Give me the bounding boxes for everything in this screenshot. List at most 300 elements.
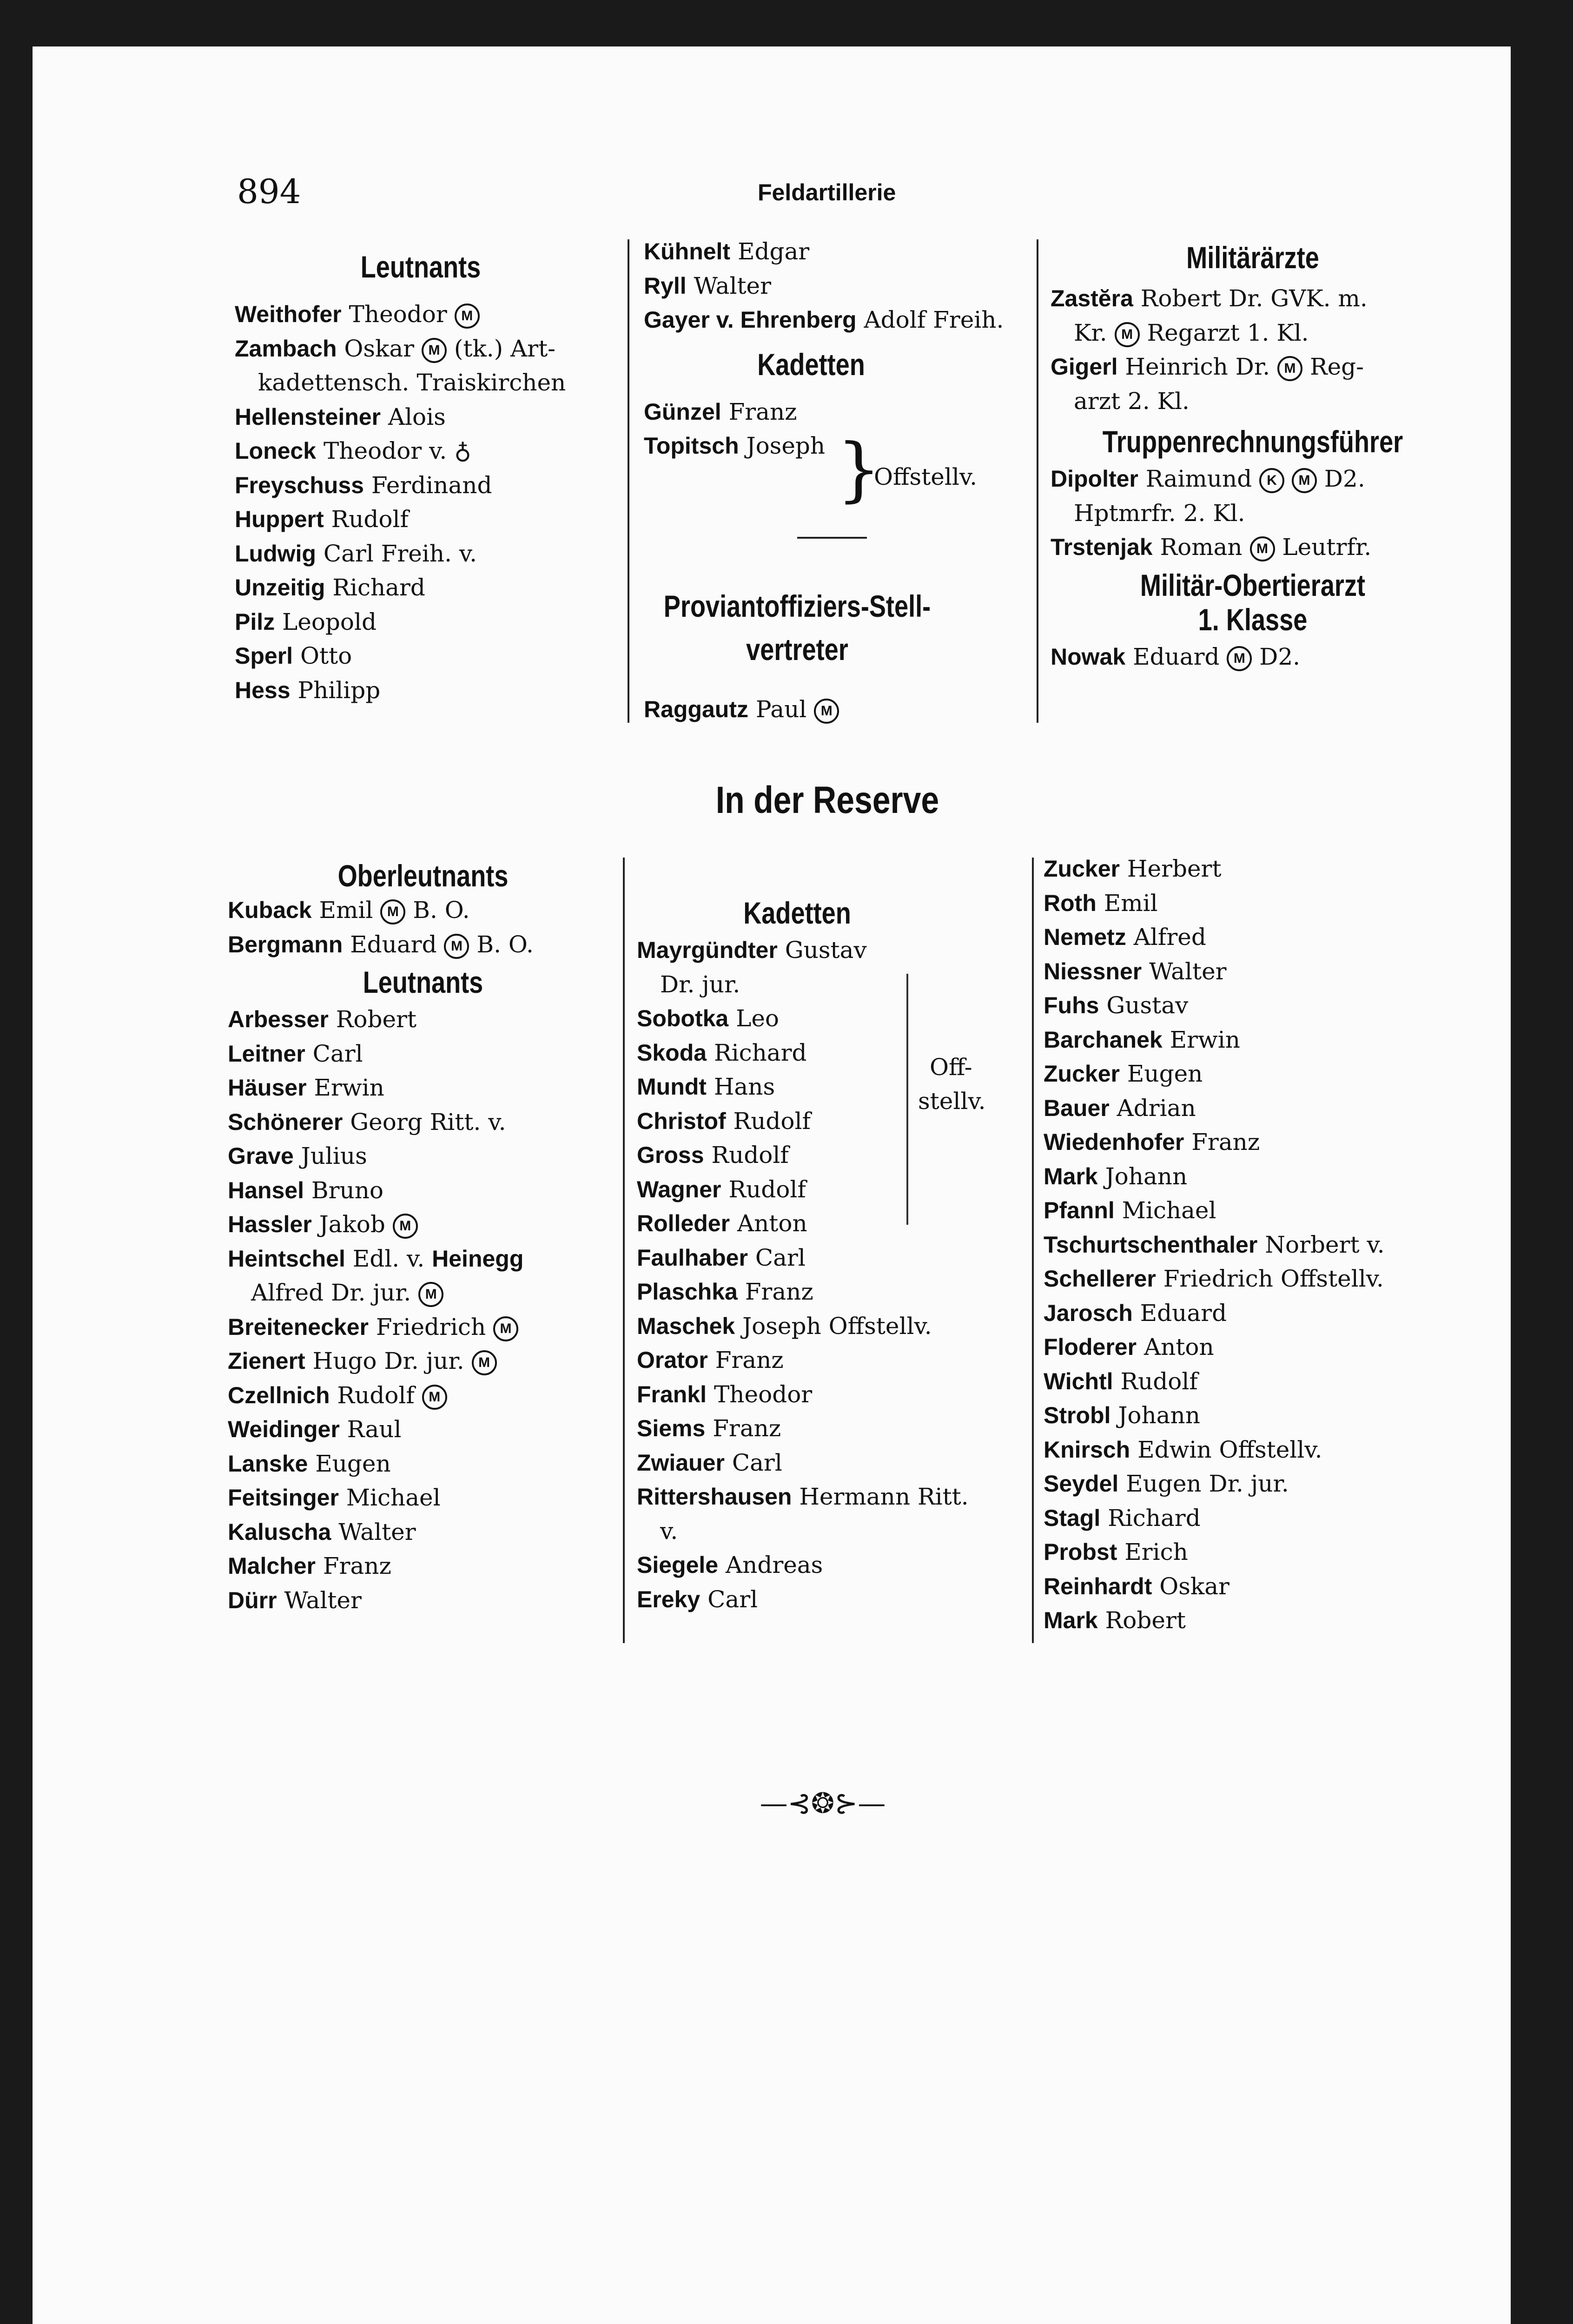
person-entry: [1044, 1125, 1453, 1160]
person-entry: [235, 639, 607, 673]
continuation-text: Alfred Dr. jur.: [251, 1279, 419, 1306]
surname: Jarosch: [1044, 1300, 1133, 1326]
person-entry: [637, 1446, 1023, 1480]
person-entry: [228, 1071, 618, 1105]
surname: Unzeitig: [235, 574, 325, 601]
given-name: Theodor v.: [316, 437, 455, 464]
person-entry: [235, 400, 607, 435]
entry-continuation: [1051, 316, 1455, 350]
given-name: Gustav: [777, 937, 867, 964]
person-entry: [235, 605, 607, 640]
person-entry: [235, 297, 607, 332]
section-heading: Militär-Obertierarzt: [1140, 568, 1366, 602]
section-heading: Kadetten: [743, 896, 851, 930]
reserve-kadetten-column: [637, 892, 1023, 1617]
person-entry: [228, 1105, 618, 1140]
given-name: Michael: [338, 1484, 441, 1511]
kadetten-list: [644, 395, 1016, 463]
decoration-badge-icon: M: [493, 1316, 518, 1341]
person-entry: [235, 673, 607, 708]
given-name: Eduard: [1132, 1299, 1227, 1327]
given-name: Richard: [707, 1039, 807, 1066]
surname: Siems: [637, 1415, 706, 1441]
given-name: Oskar: [1152, 1572, 1229, 1600]
decoration-badge-icon: M: [814, 699, 839, 724]
section-heading: Truppenrechnungsführer: [1102, 424, 1403, 459]
person-entry: [1044, 1160, 1453, 1194]
given-name: Joseph Offstellv.: [735, 1312, 932, 1340]
person-entry: [1044, 989, 1453, 1023]
given-name: Gustav: [1099, 992, 1189, 1019]
surname: Seydel: [1044, 1471, 1119, 1497]
person-entry: [228, 1003, 618, 1037]
given-name: Franz: [721, 398, 797, 425]
given-name: Hans: [706, 1073, 775, 1100]
surname: Wichtl: [1044, 1368, 1113, 1394]
scan-border-left: [0, 0, 33, 2324]
given-name: Anton: [730, 1210, 807, 1237]
surname: Schellerer: [1044, 1266, 1156, 1292]
surname: Wagner: [637, 1176, 721, 1202]
given-name: Eduard: [343, 931, 444, 958]
person-entry: [228, 1447, 618, 1481]
given-name: Walter: [1142, 957, 1227, 985]
decoration-badge-icon: M: [1227, 646, 1252, 671]
given-name: Richard: [325, 574, 425, 601]
rank-text: Regarzt 1. Kl.: [1139, 319, 1309, 346]
given-name: Raimund: [1138, 465, 1260, 492]
surname: Hansel: [228, 1177, 304, 1203]
person-entry: [644, 693, 839, 727]
surname: Zambach: [235, 335, 337, 362]
given-name: Eduard: [1125, 643, 1227, 670]
decoration-badge-icon: M: [393, 1214, 418, 1239]
surname: Häuser: [228, 1075, 307, 1101]
prov-heading-2: vertreter: [746, 632, 848, 667]
surname: Mundt: [637, 1074, 707, 1100]
person-entry: [1044, 920, 1453, 955]
prov-heading: Proviantoffiziers-Stell-: [663, 589, 931, 623]
surname: Mayrgündter: [637, 937, 778, 963]
surname: Frankl: [637, 1381, 707, 1407]
surname: Günzel: [644, 398, 721, 425]
decoration-badge-icon: M: [1292, 468, 1317, 493]
given-name: Erwin: [1162, 1026, 1240, 1053]
person-entry: [1044, 1057, 1453, 1091]
surname: Malcher: [228, 1553, 316, 1579]
entry-continuation: [1051, 384, 1455, 419]
given-name: Friedrich Offstellv.: [1156, 1265, 1384, 1292]
person-entry: [637, 1583, 1023, 1617]
person-entry: [228, 1549, 618, 1584]
person-entry: [228, 1310, 618, 1345]
person-entry: [1044, 1535, 1453, 1570]
divider: [797, 537, 867, 539]
leutnants-column: [235, 246, 607, 707]
person-entry: [637, 1343, 1023, 1378]
person-entry: [1051, 350, 1455, 384]
surname: Kuback: [228, 897, 312, 923]
given-name: Emil: [311, 897, 381, 924]
person-entry: [228, 1515, 618, 1550]
continuation-text: v.: [660, 1517, 678, 1545]
person-entry: [235, 502, 607, 537]
continuation-text: Kr.: [1074, 319, 1115, 346]
given-name: Eugen: [308, 1450, 391, 1477]
prov-list: [644, 693, 839, 727]
decoration-badge-icon: M: [380, 899, 405, 924]
continuation-text: kadettensch. Traiskirchen: [258, 369, 566, 396]
surname: Skoda: [637, 1039, 707, 1066]
surname: Grave: [228, 1143, 294, 1169]
person-entry: [1044, 1365, 1453, 1399]
surname: Freyschuss: [235, 472, 364, 498]
brace-line: [906, 974, 908, 1225]
decoration-badge-icon: M: [418, 1282, 443, 1307]
surname: Rittershausen: [637, 1484, 792, 1510]
given-name: Herbert: [1119, 855, 1222, 882]
person-entry: [1051, 640, 1455, 674]
decoration-badge-icon: M: [472, 1350, 497, 1375]
given-name: Walter: [277, 1586, 362, 1614]
entry-continuation: [1051, 496, 1455, 531]
person-entry: [637, 1309, 1023, 1344]
given-name: Franz: [707, 1347, 784, 1373]
person-entry: [637, 1002, 1023, 1036]
given-name: Alois: [381, 403, 446, 430]
given-name: Carl: [305, 1040, 363, 1067]
person-entry: [1044, 1501, 1453, 1536]
continuation-text: arzt 2. Kl.: [1074, 387, 1190, 415]
person-entry: [1044, 1194, 1453, 1228]
person-entry: [644, 235, 1016, 269]
reserve-heading: In der Reserve: [715, 779, 939, 821]
surname: Pilz: [235, 608, 275, 635]
surname: Leitner: [228, 1040, 305, 1067]
person-entry: [637, 1378, 1023, 1412]
decoration-badge-icon: M: [422, 338, 447, 363]
surname: Bauer: [1044, 1095, 1110, 1121]
person-entry: [1044, 886, 1453, 921]
given-name: Hermann Ritt.: [792, 1483, 969, 1510]
decoration-badge-icon: M: [455, 304, 480, 329]
reserve-names-column: [1044, 852, 1453, 1638]
given-name: Raul: [339, 1416, 402, 1443]
given-name: Rudolf: [726, 1107, 811, 1135]
kadetten-heading: Kadetten: [757, 347, 865, 382]
given-name: Bruno: [304, 1176, 384, 1204]
person-entry: [228, 1379, 618, 1413]
surname: Trstenjak: [1051, 534, 1153, 560]
person-entry: [637, 1480, 1023, 1514]
person-entry: [228, 893, 618, 928]
surname: Hess: [235, 677, 291, 703]
surname: Loneck: [235, 438, 317, 464]
surname: Hassler: [228, 1211, 312, 1237]
surname: Raggautz: [644, 696, 748, 722]
surname: Stagl: [1044, 1505, 1101, 1531]
person-entry: [1044, 955, 1453, 989]
surname: Schönerer: [228, 1109, 343, 1135]
given-name: Rudolf: [721, 1175, 806, 1203]
given-name: Hugo Dr. jur.: [305, 1347, 472, 1374]
reserve-officers-column: [228, 855, 618, 1618]
given-name: Eugen: [1119, 1060, 1203, 1087]
given-name: Philipp: [290, 676, 381, 704]
person-entry: [235, 571, 607, 605]
surname: Gayer v. Ehrenberg: [644, 307, 857, 333]
surname: Reinhardt: [1044, 1573, 1152, 1599]
surname: Nemetz: [1044, 924, 1126, 950]
person-entry: [228, 1139, 618, 1174]
given-name: Theodor: [707, 1380, 813, 1408]
person-entry: [1051, 530, 1455, 565]
given-name: Joseph: [739, 432, 826, 459]
decoration-badge-icon: M: [1277, 356, 1302, 381]
surname: Mark: [1044, 1163, 1098, 1189]
person-entry: [228, 928, 618, 962]
given-name: Johann: [1097, 1162, 1188, 1190]
name-list: [228, 1003, 618, 1618]
surname: Zucker: [1044, 856, 1120, 882]
person-entry: [235, 434, 607, 469]
given-name: Erwin: [306, 1074, 384, 1101]
surname: Barchanek: [1044, 1026, 1163, 1053]
name-list: [1051, 462, 1455, 565]
given-name: Oskar: [337, 335, 422, 362]
offstellv-note: Offstellv.: [874, 463, 978, 490]
given-name: Carl Freih. v.: [316, 540, 477, 567]
person-entry: [637, 933, 1023, 968]
person-entry: [1044, 1262, 1453, 1296]
person-entry: [637, 1138, 1023, 1173]
given-name: Robert: [1097, 1607, 1186, 1634]
given-name: Anton: [1137, 1334, 1214, 1360]
surname: Orator: [637, 1347, 708, 1373]
given-name: Franz: [737, 1278, 813, 1305]
offstellv-note-2: stellv.: [918, 1088, 986, 1115]
person-entry: [235, 469, 607, 503]
surname: Zucker: [1044, 1061, 1120, 1087]
given-name: Georg Ritt. v.: [343, 1108, 506, 1136]
decoration-badge-icon: M: [1115, 322, 1140, 347]
section-heading: 1. Klasse: [1198, 602, 1308, 637]
surname: Zastĕra: [1051, 285, 1133, 311]
surname: Heintschel: [228, 1245, 345, 1272]
given-name: Alfred: [1126, 924, 1206, 951]
given-name: Carl: [700, 1585, 758, 1613]
given-name: Rudolf: [324, 506, 409, 533]
surname: Gross: [637, 1142, 704, 1168]
entry-continuation: [228, 1276, 618, 1310]
given-name: Friedrich: [368, 1313, 494, 1340]
ornament: —⊰❂⊱—: [760, 1787, 886, 1820]
person-entry: [1044, 1296, 1453, 1331]
person-entry: [228, 1208, 618, 1242]
surname: Plaschka: [637, 1279, 738, 1305]
rank-text: B. O.: [469, 931, 534, 958]
rank-text: D2.: [1252, 643, 1301, 670]
person-entry: [637, 1548, 1023, 1583]
surname: Topitsch: [644, 433, 739, 459]
name-list: [1051, 282, 1455, 418]
person-entry: [637, 1275, 1023, 1309]
name-list: [644, 235, 1016, 337]
person-entry: [637, 1241, 1023, 1275]
given-name: Theodor: [341, 301, 455, 328]
person-entry: [228, 1242, 618, 1276]
given-name: Rudolf: [704, 1142, 789, 1169]
person-entry: [228, 1584, 618, 1618]
rank-text: Reg-: [1302, 353, 1364, 380]
surname: Kaluscha: [228, 1519, 331, 1545]
surname: Probst: [1044, 1539, 1117, 1565]
person-entry: [1044, 1467, 1453, 1501]
person-entry: [235, 537, 607, 571]
surname: Faulhaber: [637, 1244, 748, 1271]
surname: Pfannl: [1044, 1197, 1115, 1223]
person-entry: [1051, 462, 1455, 496]
symbol-icon: ♁: [454, 437, 471, 464]
person-entry: [1044, 852, 1453, 886]
rank-text: B. O.: [405, 897, 470, 924]
surname: Sobotka: [637, 1005, 729, 1031]
surname: Roth: [1044, 890, 1097, 916]
given-name: Robert Dr. GVK. m.: [1133, 285, 1368, 312]
person-entry: [1044, 1570, 1453, 1604]
person-entry: [1044, 1604, 1453, 1638]
surname: Maschek: [637, 1313, 735, 1339]
given-name: Franz: [1184, 1129, 1260, 1155]
entry-continuation: [235, 366, 607, 400]
person-entry: [1044, 1023, 1453, 1057]
given-name: Andreas: [718, 1552, 823, 1578]
surname: Fuhs: [1044, 992, 1099, 1018]
offstellv-note: Off-: [930, 1054, 972, 1081]
person-entry: [1044, 1091, 1453, 1126]
given-name: Otto: [293, 642, 352, 669]
surname: Weidinger: [228, 1416, 340, 1442]
surname: Rolleder: [637, 1210, 730, 1236]
given-name: Edl. v.: [345, 1245, 432, 1272]
given-name: Robert: [328, 1006, 417, 1033]
person-entry: [1044, 1433, 1453, 1467]
given-name: Roman: [1152, 534, 1250, 561]
scan-border-right: [1511, 0, 1573, 2324]
given-name: Adolf Freih.: [856, 306, 1004, 333]
name-list: [1051, 640, 1455, 674]
surname: Bergmann: [228, 931, 343, 957]
page-number: 894: [237, 172, 301, 211]
surname: Nowak: [1051, 643, 1126, 670]
given-name: Rudolf: [1113, 1367, 1198, 1395]
given-name: Jakob: [311, 1211, 393, 1238]
person-entry: [235, 332, 607, 366]
section-heading: Oberleutnants: [337, 858, 509, 893]
surname: Wiedenhofer: [1044, 1129, 1184, 1155]
rank-text: Leutrfr.: [1275, 534, 1372, 561]
surname: Kühnelt: [644, 238, 731, 264]
given-name: Heinrich Dr.: [1117, 353, 1278, 380]
surname: Knirsch: [1044, 1436, 1130, 1463]
name-list: [1044, 852, 1453, 1638]
surname: Breitenecker: [228, 1314, 369, 1340]
surname: Siegele: [637, 1552, 719, 1578]
continuation-text: Dr. jur.: [660, 971, 740, 998]
given-name: Franz: [315, 1552, 391, 1579]
surname: Christof: [637, 1108, 726, 1134]
person-entry: [637, 1173, 1023, 1207]
given-name: Paul: [748, 696, 814, 723]
name-list: [637, 933, 1023, 1617]
column-rule: [628, 239, 629, 723]
given-name: Eugen Dr. jur.: [1118, 1470, 1289, 1497]
surname: Arbesser: [228, 1006, 329, 1032]
given-name: Edwin Offstellv.: [1130, 1436, 1322, 1463]
surname: Strobl: [1044, 1402, 1111, 1428]
given-name: Michael: [1114, 1197, 1216, 1224]
surname: Sperl: [235, 643, 293, 669]
given-name: Franz: [705, 1415, 781, 1442]
person-entry: [644, 429, 1016, 463]
surname: Hellensteiner: [235, 403, 381, 430]
surname: Ereky: [637, 1586, 701, 1612]
given-name: Edgar: [730, 238, 810, 265]
militaer-column: [1051, 237, 1455, 674]
given-name: Carl: [747, 1244, 806, 1271]
rank-text: D2.: [1317, 465, 1365, 492]
surname: Zwiauer: [637, 1449, 725, 1476]
person-entry: [228, 1037, 618, 1071]
person-entry: [644, 303, 1016, 337]
person-entry: [644, 395, 1016, 429]
person-entry: [1051, 282, 1455, 316]
surname: Feitsinger: [228, 1485, 339, 1511]
name-list: [228, 893, 618, 962]
surname: Lanske: [228, 1450, 308, 1477]
person-entry: [1044, 1228, 1453, 1262]
section-heading: Militärärzte: [1186, 240, 1319, 275]
given-name: Erich: [1117, 1538, 1188, 1565]
given-name: Walter: [686, 272, 772, 299]
person-entry: [1044, 1330, 1453, 1365]
person-entry: [637, 1412, 1023, 1446]
person-entry: [228, 1413, 618, 1447]
name-list: [235, 297, 607, 707]
surname: Tschurtschenthaler: [1044, 1231, 1258, 1258]
surname: Dipolter: [1051, 466, 1138, 492]
surname: Mark: [1044, 1607, 1098, 1633]
section-heading: Leutnants: [360, 250, 481, 284]
entry-continuation: [637, 1514, 1023, 1549]
column-rule: [1032, 858, 1034, 1643]
running-head: Feldartillerie: [758, 179, 896, 205]
decoration-badge-icon: M: [1250, 536, 1275, 561]
given-name: Walter: [331, 1518, 416, 1545]
surname: Ryll: [644, 272, 687, 299]
surname: Floderer: [1044, 1334, 1137, 1360]
rank-text: (tk.) Art-: [446, 335, 556, 362]
person-entry: [1044, 1399, 1453, 1433]
surname: Gigerl: [1051, 354, 1118, 380]
decoration-badge-icon: M: [422, 1385, 447, 1410]
decoration-badge-icon: M: [444, 934, 469, 959]
given-name: Carl: [724, 1449, 782, 1476]
surname: Ludwig: [235, 540, 316, 567]
decoration-badge-icon: K: [1259, 468, 1284, 493]
given-name: Rudolf: [330, 1381, 422, 1409]
given-name: Leo: [728, 1005, 780, 1032]
